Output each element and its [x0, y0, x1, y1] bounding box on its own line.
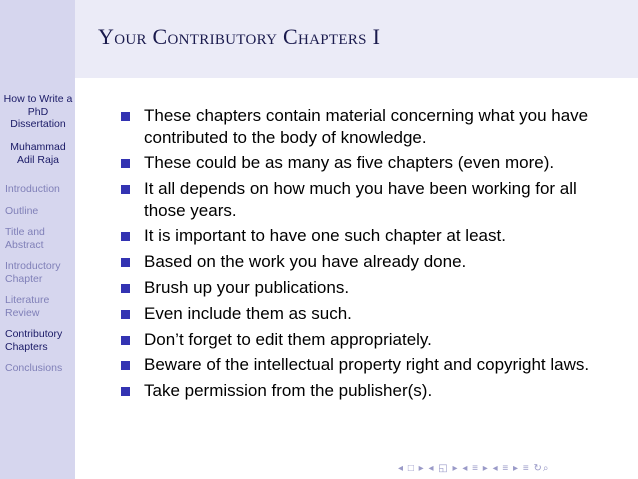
bullet-text: These could be as many as five chapters (even more).: [144, 153, 555, 173]
bullet-text: Take permission from the publisher(s).: [144, 381, 433, 401]
list-item: [120, 277, 620, 299]
sidebar-doc-title[interactable]: How to Write a PhD Dissertation: [3, 93, 73, 130]
sidebar-item-title-and-abstract[interactable]: Title and Abstract: [5, 226, 45, 251]
bullet-list: [120, 105, 620, 406]
sidebar-item-conclusions[interactable]: Conclusions: [5, 362, 63, 374]
square-bullet-icon: [121, 284, 130, 293]
sidebar-author: Muhammad Adil Raja: [10, 141, 66, 166]
prev-frame-icon[interactable]: ◂: [398, 463, 405, 474]
sidebar-item-introductory-chapter[interactable]: Introductory Chapter: [5, 260, 61, 285]
list-item: [120, 225, 620, 247]
list-item: [120, 329, 620, 351]
bullet-text: Based on the work you have already done.: [144, 252, 467, 272]
slide-title: Your Contributory Chapters I: [98, 24, 381, 49]
bullet-text: Don’t forget to edit them appropriately.: [144, 329, 432, 349]
next-part-icon[interactable]: ▸: [513, 463, 520, 474]
subsection-icon[interactable]: ◱: [438, 463, 449, 474]
bullet-text: Even include them as such.: [144, 303, 352, 323]
sidebar-item-introduction[interactable]: Introduction: [5, 183, 60, 195]
sidebar: [0, 0, 75, 479]
sidebar-item-literature-review[interactable]: Literature Review: [5, 294, 50, 319]
sidebar-item-outline[interactable]: Outline: [5, 204, 39, 217]
square-bullet-icon: [121, 310, 130, 319]
part-icon[interactable]: ≡: [502, 463, 510, 474]
next-frame-icon[interactable]: ▸: [418, 463, 425, 474]
list-item: [120, 152, 620, 174]
list-item: [120, 354, 620, 376]
prev-subsection-icon[interactable]: ◂: [428, 463, 435, 474]
list-item: [120, 105, 620, 148]
sidebar-item-contributory-chapters[interactable]: Contributory Chapters: [5, 328, 63, 353]
bullet-text: It is important to have one such chapter at least.: [144, 226, 506, 246]
square-bullet-icon: [121, 232, 130, 241]
frame-icon[interactable]: □: [407, 463, 415, 474]
section-icon[interactable]: ≡: [472, 463, 479, 474]
square-bullet-icon: [121, 336, 130, 345]
square-bullet-icon: [121, 112, 130, 121]
bullet-text: These chapters contain material concerning what you have contributed to the body of knowledge.: [144, 106, 589, 147]
beamer-navigation-controls: [398, 463, 549, 474]
search-icon[interactable]: ↻⌕: [533, 463, 550, 474]
square-bullet-icon: [121, 361, 130, 370]
bullet-text: It all depends on how much you have been working for all those years.: [144, 179, 577, 220]
square-bullet-icon: [121, 185, 130, 194]
list-item: [120, 178, 620, 221]
sidebar-section-nav: [5, 183, 75, 384]
list-item: [120, 303, 620, 325]
prev-part-icon[interactable]: ◂: [492, 463, 499, 474]
list-item: [120, 251, 620, 273]
square-bullet-icon: [121, 159, 130, 168]
prev-section-icon[interactable]: ◂: [462, 463, 469, 474]
next-section-icon[interactable]: ▸: [482, 463, 489, 474]
bullet-text: Brush up your publications.: [144, 277, 350, 297]
list-item: [120, 380, 620, 402]
next-subsection-icon[interactable]: ▸: [452, 463, 459, 474]
bullet-text: Beware of the intellectual property right and copyright laws.: [144, 355, 590, 375]
square-bullet-icon: [121, 258, 130, 267]
square-bullet-icon: [121, 387, 130, 396]
document-icon[interactable]: ≡: [522, 463, 530, 474]
